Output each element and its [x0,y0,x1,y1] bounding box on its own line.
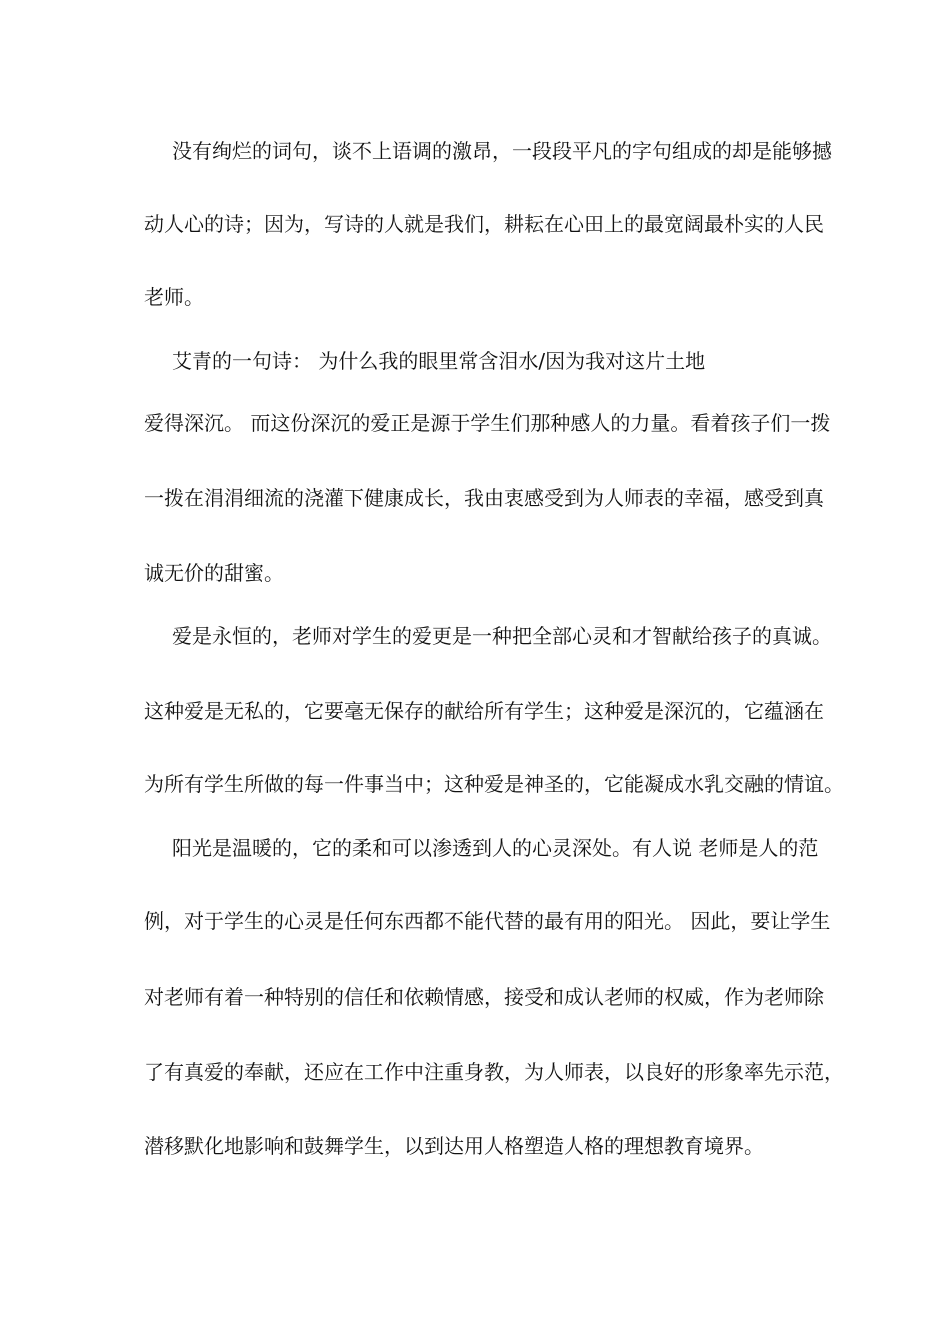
paragraph-1-line-2: 动人心的诗；因为，写诗的人就是我们，耕耘在心田上的最宽阔最朴实的人民 [144,212,824,236]
paragraph-2-line-1: 艾青的一句诗： 为什么我的眼里常含泪水/因为我对这片土地 [172,349,706,373]
paragraph-3-line-2: 这种爱是无私的，它要毫无保存的献给所有学生；这种爱是深沉的，它蕴涵在 [144,699,824,723]
paragraph-4-line-5: 潜移默化地影响和鼓舞学生，以到达用人格塑造人格的理想教育境界。 [144,1134,764,1158]
paragraph-2-line-2: 爱得深沉。 而这份深沉的爱正是源于学生们那种感人的力量。看着孩子们一拨 [144,411,831,435]
paragraph-3-line-1: 爱是永恒的，老师对学生的爱更是一种把全部心灵和才智献给孩子的真诚。 [172,624,832,648]
paragraph-1-line-3: 老师。 [144,285,204,309]
paragraph-4-line-1: 阳光是温暖的，它的柔和可以渗透到人的心灵深处。有人说 老师是人的范 [172,836,819,860]
paragraph-2-line-3: 一拨在涓涓细流的浇灌下健康成长，我由衷感受到为人师表的幸福，感受到真 [144,486,824,510]
paragraph-4-line-3: 对老师有着一种特别的信任和依赖情感，接受和成认老师的权威，作为老师除 [144,985,824,1009]
paragraph-4-line-4: 了有真爱的奉献，还应在工作中注重身教，为人师表，以良好的形象率先示范， [144,1060,844,1084]
paragraph-2-line-4: 诚无价的甜蜜。 [144,561,284,585]
paragraph-1-line-1: 没有绚烂的词句，谈不上语调的激昂，一段段平凡的字句组成的却是能够撼 [172,139,832,163]
paragraph-4-line-2: 例，对于学生的心灵是任何东西都不能代替的最有用的阳光。 因此，要让学生 [144,909,831,933]
paragraph-3-line-3: 为所有学生所做的每一件事当中；这种爱是神圣的，它能凝成水乳交融的情谊。 [144,772,844,796]
